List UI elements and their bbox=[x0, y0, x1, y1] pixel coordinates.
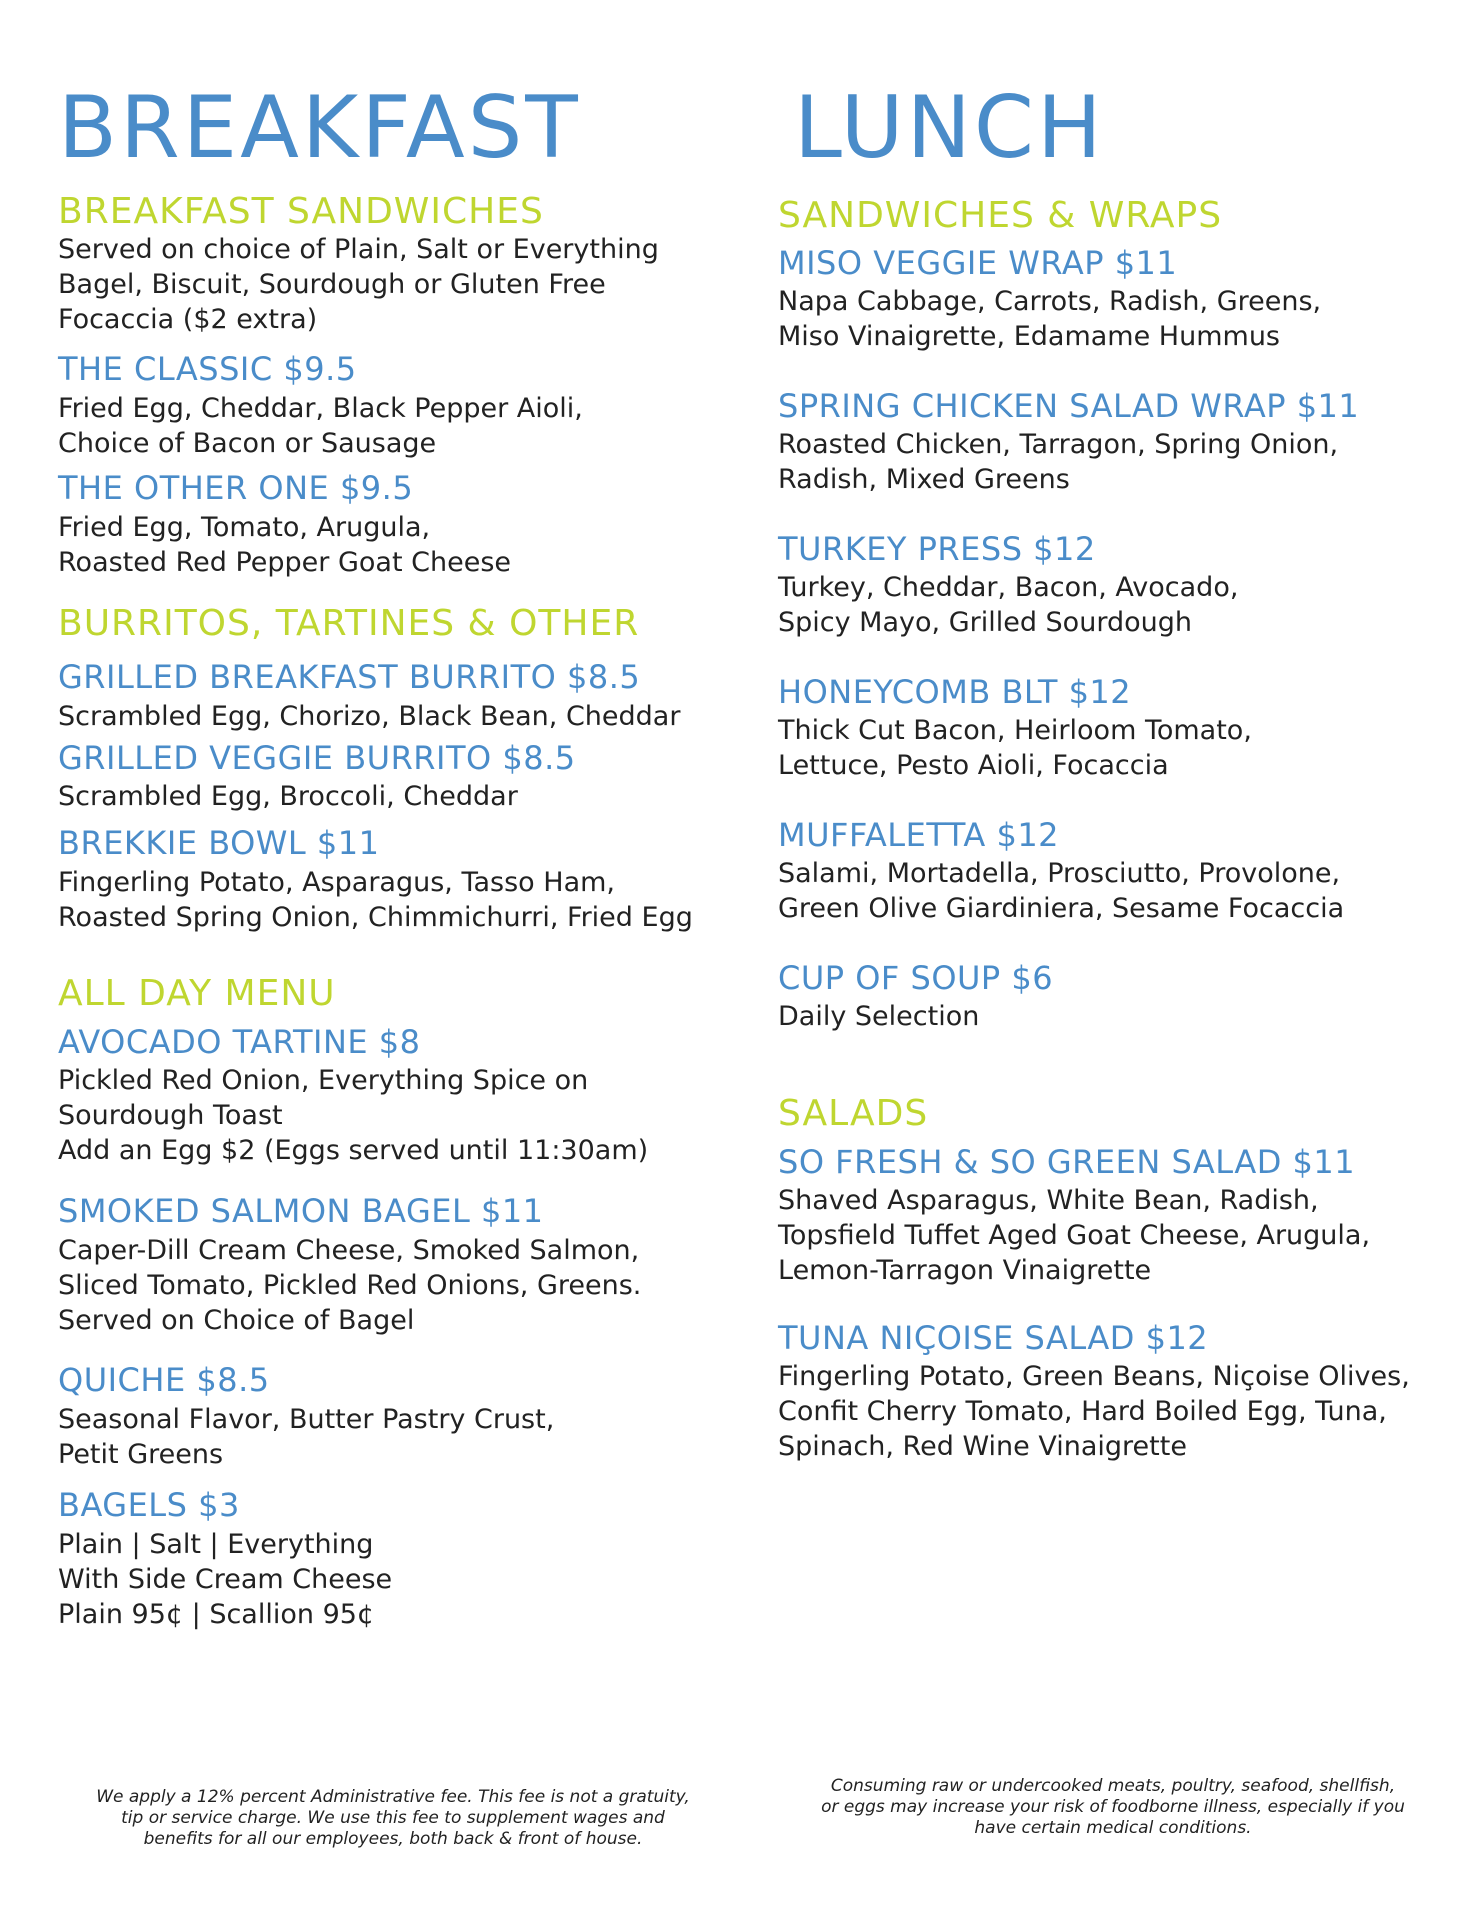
menu-item-title: AVOCADO TARTINE $8 bbox=[58, 1023, 421, 1061]
menu-item-title: SMOKED SALMON BAGEL $11 bbox=[58, 1192, 544, 1230]
note-line: benefits for all our employees, both back & front of house. bbox=[143, 1829, 643, 1849]
menu-item-title: SO FRESH & SO GREEN SALAD $11 bbox=[778, 1143, 1356, 1181]
desc-line: Spicy Mayo, Grilled Sourdough bbox=[778, 607, 1192, 638]
desc-line: Plain | Salt | Everything bbox=[58, 1529, 374, 1560]
menu-item-description bbox=[58, 1063, 648, 1168]
menu-item-title: BREKKIE BOWL $11 bbox=[58, 824, 380, 862]
desc-line: Fried Egg, Cheddar, Black Pepper Aioli, bbox=[58, 393, 583, 424]
breakfast-sandwiches-heading: BREAKFAST SANDWICHES bbox=[58, 191, 544, 232]
menu-item-title: SPRING CHICKEN SALAD WRAP $11 bbox=[778, 387, 1360, 425]
desc-line: Sourdough Toast bbox=[58, 1100, 283, 1131]
desc-line: Seasonal Flavor, Butter Pastry Crust, bbox=[58, 1404, 555, 1435]
desc-line: Lemon-Tarragon Vinaigrette bbox=[778, 1255, 1152, 1286]
salads-heading: SALADS bbox=[778, 1093, 929, 1134]
desc-line: Salami, Mortadella, Prosciutto, Provolone, bbox=[778, 858, 1341, 889]
menu-item-description bbox=[778, 713, 1252, 783]
menu-item-title: CUP OF SOUP $6 bbox=[778, 959, 1054, 997]
menu-item-title: MUFFALETTA $12 bbox=[778, 816, 1060, 854]
menu-item-description bbox=[58, 510, 511, 580]
menu-item-description bbox=[58, 865, 693, 935]
menu-item-description bbox=[58, 391, 583, 461]
lunch-title: LUNCH bbox=[794, 78, 1105, 178]
desc-line: Roasted Chicken, Tarragon, Spring Onion, bbox=[778, 429, 1339, 460]
menu-item-description bbox=[58, 699, 680, 734]
note-line: Consuming raw or undercooked meats, poultry, seafood, shellfish, bbox=[830, 1776, 1396, 1796]
note-line: We apply a 12% percent Administrative fee. This fee is not a gratuity, bbox=[96, 1787, 690, 1807]
menu-item-description bbox=[778, 570, 1238, 640]
desc-line: Served on Choice of Bagel bbox=[58, 1305, 415, 1336]
menu-item-title: MISO VEGGIE WRAP $11 bbox=[778, 244, 1178, 282]
menu-item-title: TUNA NIÇOISE SALAD $12 bbox=[778, 1319, 1209, 1357]
desc-line: Green Olive Giardiniera, Sesame Focaccia bbox=[778, 893, 1345, 924]
desc-line: Shaved Asparagus, White Bean, Radish, bbox=[778, 1185, 1319, 1216]
desc-line: Topsfield Tuffet Aged Goat Cheese, Arugula, bbox=[778, 1220, 1371, 1251]
burritos-heading: BURRITOS, TARTINES & OTHER bbox=[58, 603, 640, 644]
menu-item-title: GRILLED VEGGIE BURRITO $8.5 bbox=[58, 739, 576, 777]
note-line: or eggs may increase your risk of foodborne illness, especially if you bbox=[821, 1797, 1405, 1817]
desc-line: Add an Egg $2 (Eggs served until 11:30am) bbox=[58, 1135, 649, 1166]
desc-line: Roasted Spring Onion, Chimmichurri, Fried Egg bbox=[58, 902, 693, 933]
menu-item-description bbox=[778, 427, 1338, 497]
food-safety-note bbox=[768, 1776, 1458, 1839]
menu-item-description bbox=[58, 1402, 554, 1472]
menu-item-title: GRILLED BREAKFAST BURRITO $8.5 bbox=[58, 658, 641, 696]
menu-item-description bbox=[58, 1233, 641, 1338]
menu-item-description bbox=[778, 856, 1344, 926]
desc-line: Spinach, Red Wine Vinaigrette bbox=[778, 1431, 1187, 1462]
desc-line: Choice of Bacon or Sausage bbox=[58, 428, 437, 459]
desc-line: Daily Selection bbox=[778, 1001, 980, 1032]
desc-line: Lettuce, Pesto Aioli, Focaccia bbox=[778, 750, 1169, 781]
desc-line: Scrambled Egg, Broccoli, Cheddar bbox=[58, 781, 518, 812]
desc-line: Radish, Mixed Greens bbox=[778, 464, 1070, 495]
breakfast-title: BREAKFAST bbox=[58, 78, 581, 178]
note-line: have certain medical conditions. bbox=[974, 1818, 1252, 1838]
all-day-menu-heading: ALL DAY MENU bbox=[58, 973, 336, 1014]
note-line: tip or service charge. We use this fee to supplement wages and bbox=[121, 1808, 665, 1828]
desc-line: Sliced Tomato, Pickled Red Onions, Greens. bbox=[58, 1270, 642, 1301]
menu-item-title: THE CLASSIC $9.5 bbox=[58, 350, 357, 388]
desc-line: Turkey, Cheddar, Bacon, Avocado, bbox=[778, 572, 1239, 603]
menu-item-description bbox=[58, 779, 518, 814]
desc-line: Fried Egg, Tomato, Arugula, bbox=[58, 512, 431, 543]
desc-line: Scrambled Egg, Chorizo, Black Bean, Cheddar bbox=[58, 701, 681, 732]
intro-line: Bagel, Biscuit, Sourdough or Gluten Free bbox=[58, 269, 606, 300]
desc-line: Roasted Red Pepper Goat Cheese bbox=[58, 547, 512, 578]
menu-item-title: QUICHE $8.5 bbox=[58, 1361, 270, 1399]
desc-line: Fingerling Potato, Green Beans, Niçoise Olives, bbox=[778, 1361, 1410, 1392]
desc-line: Napa Cabbage, Carrots, Radish, Greens, bbox=[778, 286, 1322, 317]
desc-line: Petit Greens bbox=[58, 1439, 224, 1470]
menu-item-description bbox=[778, 999, 979, 1034]
breakfast-sandwiches-intro bbox=[58, 232, 659, 337]
intro-line: Served on choice of Plain, Salt or Everything bbox=[58, 234, 659, 265]
desc-line: Pickled Red Onion, Everything Spice on bbox=[58, 1065, 589, 1096]
menu-item-title: BAGELS $3 bbox=[58, 1486, 240, 1524]
desc-line: Confit Cherry Tomato, Hard Boiled Egg, Tuna, bbox=[778, 1396, 1387, 1427]
menu-item-title: TURKEY PRESS $12 bbox=[778, 530, 1096, 568]
menu-item-description bbox=[778, 1183, 1370, 1288]
desc-line: Caper-Dill Cream Cheese, Smoked Salmon, bbox=[58, 1235, 640, 1266]
administrative-fee-note bbox=[48, 1787, 738, 1850]
desc-line: With Side Cream Cheese bbox=[58, 1564, 393, 1595]
menu-item-description bbox=[58, 1527, 392, 1632]
desc-line: Plain 95¢ | Scallion 95¢ bbox=[58, 1599, 375, 1630]
intro-line: Focaccia ($2 extra) bbox=[58, 304, 318, 335]
menu-item-title: THE OTHER ONE $9.5 bbox=[58, 469, 414, 507]
desc-line: Thick Cut Bacon, Heirloom Tomato, bbox=[778, 715, 1252, 746]
sandwiches-wraps-heading: SANDWICHES & WRAPS bbox=[778, 195, 1223, 236]
desc-line: Miso Vinaigrette, Edamame Hummus bbox=[778, 321, 1280, 352]
menu-item-description bbox=[778, 1359, 1410, 1464]
menu-item-description bbox=[778, 284, 1321, 354]
desc-line: Fingerling Potato, Asparagus, Tasso Ham, bbox=[58, 867, 615, 898]
menu-item-title: HONEYCOMB BLT $12 bbox=[778, 673, 1132, 711]
